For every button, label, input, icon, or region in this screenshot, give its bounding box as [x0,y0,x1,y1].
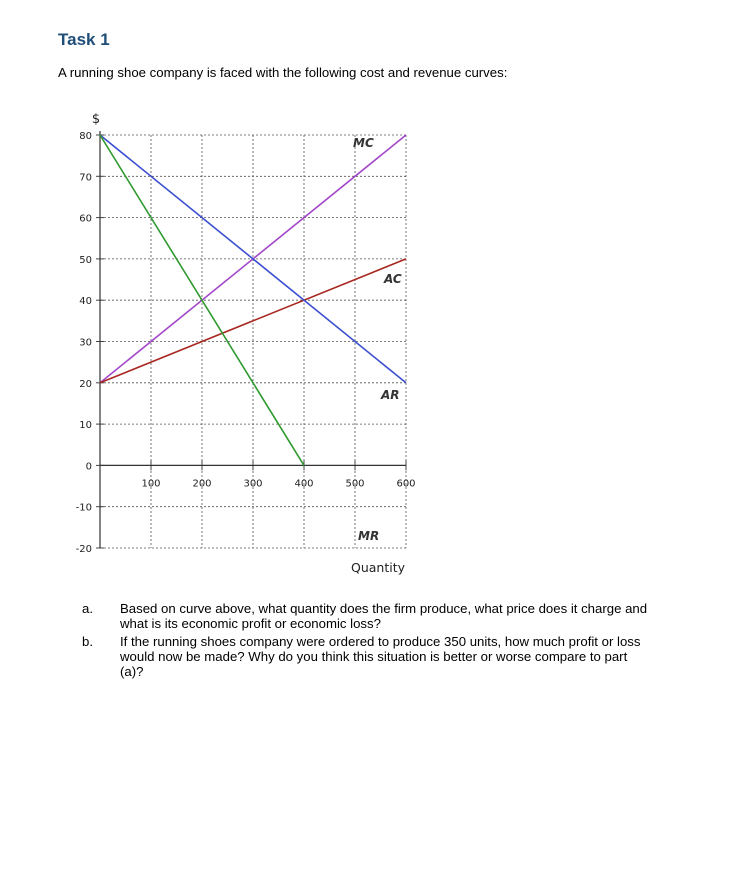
curve-label-ar: AR [381,388,400,402]
x-tick-label: 500 [345,478,365,490]
y-tick-label: 50 [79,254,92,266]
x-tick-label: 300 [243,478,263,490]
question-b-letter: b. [82,634,93,649]
curve-label-ac: AC [384,272,402,286]
y-tick-label: -20 [75,544,92,555]
question-b-line: would now be made? Why do you think this situation is better or worse compare to part [120,649,628,664]
y-tick-label: 10 [79,420,92,432]
y-tick-label: 20 [79,378,92,390]
y-tick-label: 70 [79,172,92,184]
question-b-line: (a)? [120,664,144,679]
y-tick-label: 60 [79,213,92,225]
x-tick-label: 600 [396,478,416,490]
x-tick-label: 100 [141,478,161,490]
y-tick-label: 40 [79,296,92,308]
question-b-line: If the running shoes company were ordered to produce 350 units, how much profit or loss [120,634,641,649]
question-a-line: Based on curve above, what quantity does the firm produce, what price does it charge and [120,601,648,616]
curve-label-mr: MR [358,529,380,543]
task-title: Task 1 [58,30,110,49]
y-tick-label: 30 [79,337,92,349]
question-a-line: what is its economic profit or economic loss? [120,616,381,631]
x-tick-label: 200 [192,478,212,490]
y-tick-label: -10 [75,502,92,514]
task-intro: A running shoe company is faced with the following cost and revenue curves: [58,65,508,80]
y-tick-label: 0 [85,461,92,473]
y-axis-label: $ [91,112,101,127]
x-axis-label: Quantity [351,560,406,575]
x-tick-label: 400 [294,478,314,490]
y-tick-label: 80 [79,131,92,142]
curve-label-mc: MC [353,136,374,150]
question-a-letter: a. [82,601,93,616]
